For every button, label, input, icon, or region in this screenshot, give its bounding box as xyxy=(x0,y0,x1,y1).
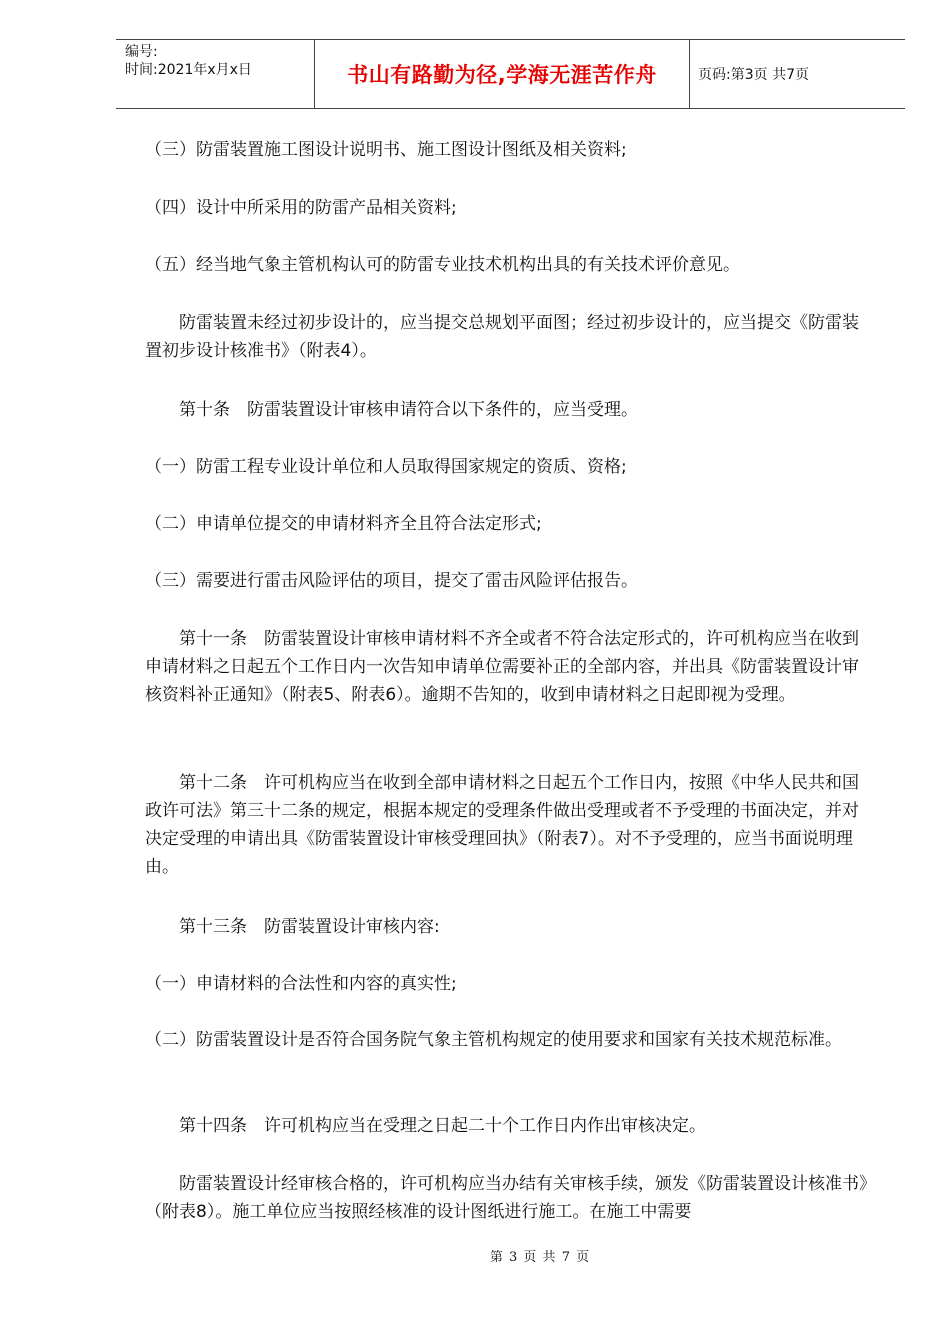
paragraph: 第十二条 许可机构应当在收到全部申请材料之日起五个工作日内，按照《中华人民共和国政许可法》第三十二条的规定，根据本规定的受理条件做出受理或者不予受理的书面决定，并对决定受理的申请出具《防雷装置设计审核受理回执》（附表7）。对不予受理的，应当书面说明理由。 xyxy=(145,773,859,877)
paragraph: （二）防雷装置设计是否符合国务院气象主管机构规定的使用要求和国家有关技术规范标准。 xyxy=(145,1030,842,1050)
paragraph: （四）设计中所采用的防雷产品相关资料; xyxy=(145,198,457,218)
paragraph: （二）申请单位提交的申请材料齐全且符合法定形式; xyxy=(145,514,542,534)
paragraph: （三）防雷装置施工图设计说明书、施工图设计图纸及相关资料; xyxy=(145,140,627,160)
paragraph: 防雷装置设计经审核合格的，许可机构应当办结有关审核手续，颁发《防雷装置设计核准书》（附表8）。施工单位应当按照经核准的设计图纸进行施工。在施工中需要 xyxy=(145,1174,868,1222)
page-header xyxy=(116,39,905,109)
paragraph: 第十条 防雷装置设计审核申请符合以下条件的，应当受理。 xyxy=(145,400,638,420)
paragraph: （一）防雷工程专业设计单位和人员取得国家规定的资质、资格; xyxy=(145,457,627,477)
paragraph: （三）需要进行雷击风险评估的项目，提交了雷击风险评估报告。 xyxy=(145,571,638,591)
paragraph: 第十四条 许可机构应当在受理之日起二十个工作日内作出审核决定。 xyxy=(145,1116,706,1136)
header-page-label: 页码:第3页 共7页 xyxy=(698,67,809,83)
number-label: 编号: xyxy=(125,44,158,60)
paragraph: 防雷装置未经过初步设计的，应当提交总规划平面图；经过初步设计的，应当提交《防雷装置初步设计核准书》（附表4）。 xyxy=(145,313,859,361)
paragraph: 第十三条 防雷装置设计审核内容: xyxy=(145,917,440,937)
page-footer: 第 3 页 共 7 页 xyxy=(489,1250,591,1265)
paragraph: （五）经当地气象主管机构认可的防雷专业技术机构出具的有关技术评价意见。 xyxy=(145,255,740,275)
time-label: 时间:2021年x月x日 xyxy=(125,62,252,78)
paragraph: 第十一条 防雷装置设计审核申请材料不齐全或者不符合法定形式的，许可机构应当在收到申请材料之日起五个工作日内一次告知申请单位需要补正的全部内容，并出具《防雷装置设计审核资料补正通知》（附表5、附表6）。逾期不告知的，收到申请材料之日起即视为受理。 xyxy=(145,629,859,705)
header-meta xyxy=(116,40,315,108)
header-motto: 书山有路勤为径,学海无涯苦作舟 xyxy=(315,40,690,108)
paragraph: （一）申请材料的合法性和内容的真实性; xyxy=(145,974,457,994)
